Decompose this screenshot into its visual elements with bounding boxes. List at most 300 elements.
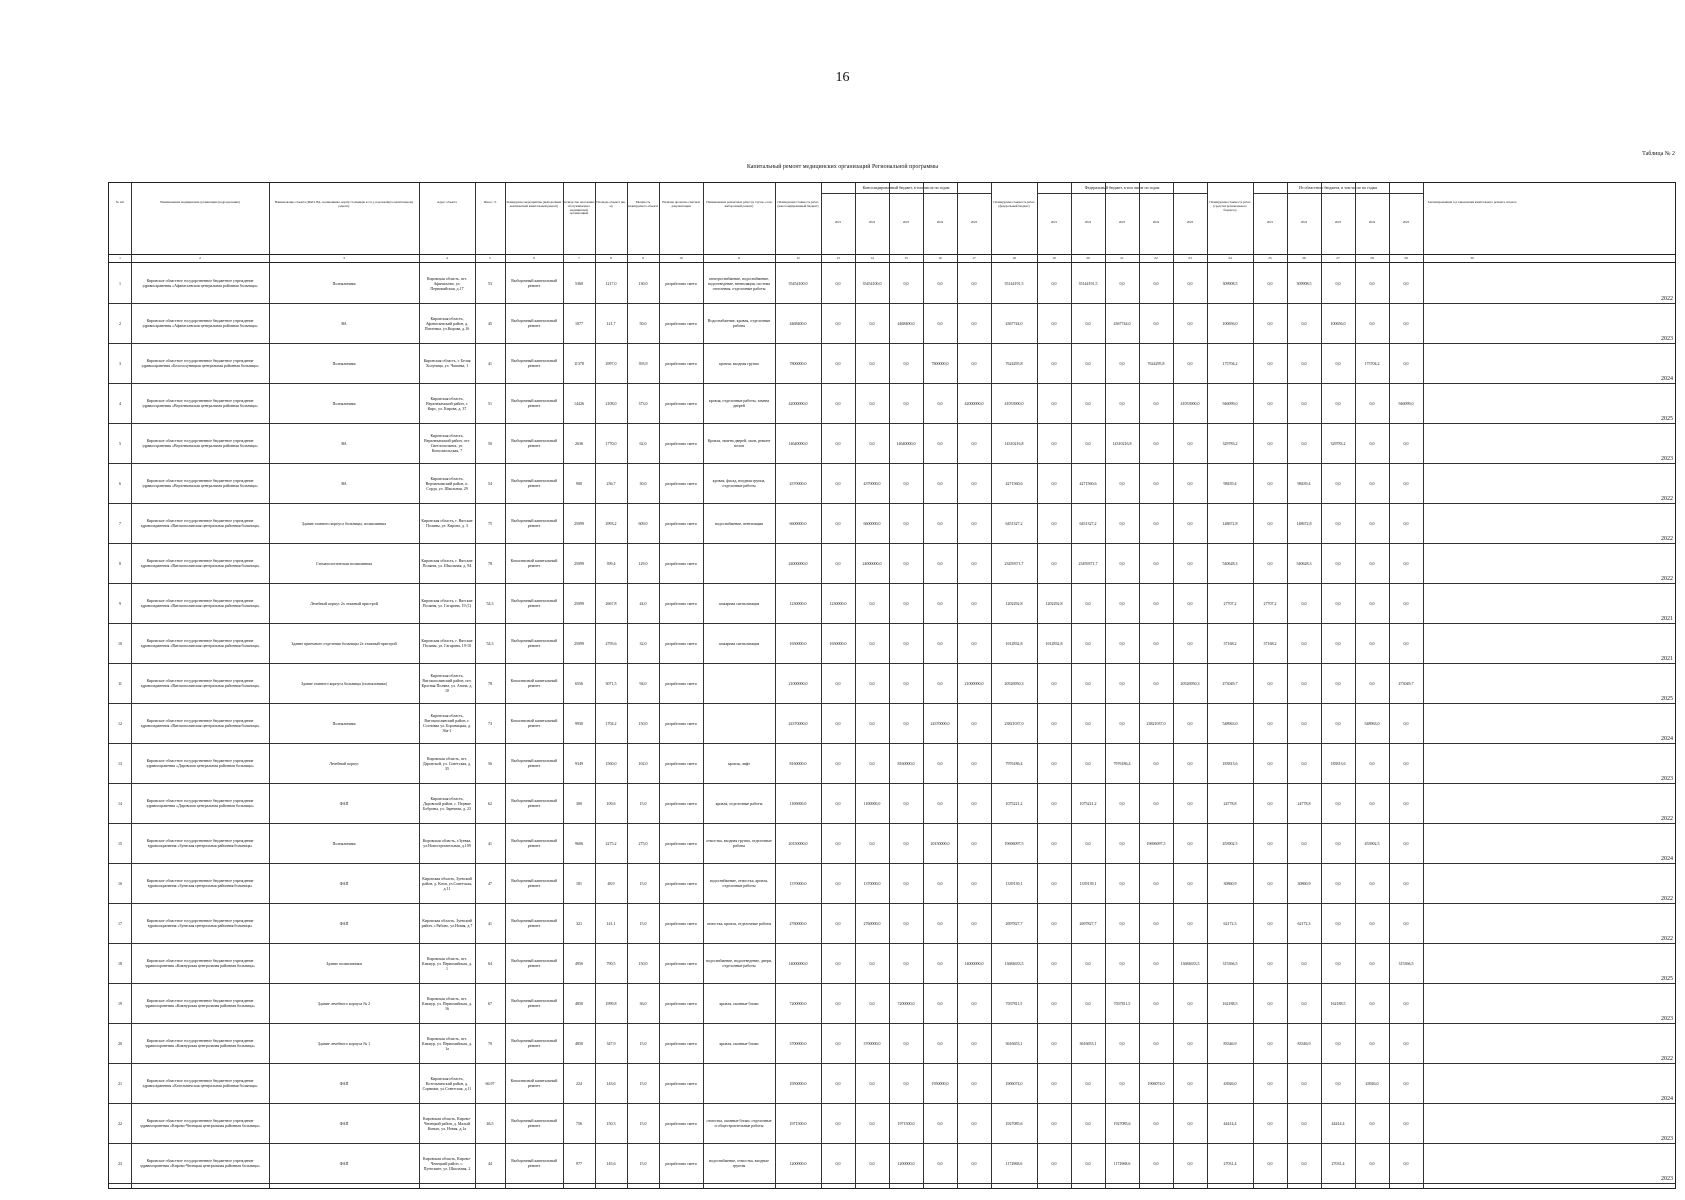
consolidated-value: 0,0 [835,880,841,886]
regional-value: 62172,3 [1297,920,1311,926]
header-year: 2025 [1402,221,1410,224]
works-list: пожарная сигнализация [718,640,760,646]
wear-percent: 70 [488,1040,492,1046]
repair-type: Выборочный капитальный ремонт [511,318,557,328]
row-number: 14 [118,800,122,806]
regional-value: 0,0 [1267,320,1273,326]
regional-value: 0,0 [1267,840,1273,846]
federal-value: 0,0 [1051,1040,1057,1046]
column-number: 19 [1052,256,1056,260]
capacity: 15,0 [639,1040,647,1046]
consolidated-value: 0,0 [835,520,841,526]
repair-type: Комплексный капитальный ремонт [510,718,558,728]
object-name: Поликлиника [332,360,356,366]
column-divider [563,183,564,1188]
regional-value: 175704,2 [1364,360,1380,366]
object-name: ВА [341,320,347,326]
consolidated-value: 0,0 [835,840,841,846]
federal-value: 0,0 [1085,640,1091,646]
regional-value: 148672,8 [1296,520,1312,526]
regional-value: 0,0 [1267,440,1273,446]
object-address: Кировская область, пгт. Кикнур, ул. Первомайская, д. 16 [422,995,472,1011]
estimate-status: разработана смета [665,480,697,486]
table-row [109,823,1675,864]
consolidated-value: 0,0 [937,320,943,326]
federal-value: 0,0 [1187,800,1193,806]
repair-type: Выборочный капитальный ремонт [511,918,557,928]
column-number: 22 [1154,256,1158,260]
regional-value: 0,0 [1403,320,1409,326]
completion-year: 2022 [1661,816,1673,822]
regional-value: 27031,4 [1223,1160,1237,1166]
regional-value: 83346,9 [1297,1040,1311,1046]
regional-value: 0,0 [1403,1080,1409,1086]
regional-value: 0,0 [1267,1080,1273,1086]
regional-value: 0,0 [1369,1160,1375,1166]
column-number: 27 [1336,256,1340,260]
regional-value: 0,0 [1335,640,1341,646]
column-divider [1253,183,1254,1188]
regional-value: 0,0 [1403,720,1409,726]
federal-value: 0,0 [1187,720,1193,726]
consolidated-value: 0,0 [903,560,909,566]
row-number: 1 [119,280,121,286]
population: 9606 [575,840,583,846]
column-number: 8 [610,256,612,260]
header-population: Количество населения, обслуживаемого медицинской организацией [563,201,595,216]
consolidated-value: 8160000,0 [897,760,915,766]
consolidated-value: 24370000,0 [788,720,808,726]
column-number: 17 [972,256,976,260]
table-row [109,943,1675,984]
estimate-status: разработана смета [665,1080,697,1086]
row-number: 2 [119,320,121,326]
object-name: ВА [341,480,347,486]
federal-value: 0,0 [1051,400,1057,406]
organization-name: Кировское областное государственное бюджетное учреждение здравоохранения «Кирово-Чепецкая центральная районная больница» [140,1158,260,1168]
consolidated-value: 0,0 [971,760,977,766]
estimate-status: разработана смета [665,600,697,606]
regional-value: 0,0 [1369,280,1375,286]
consolidated-value: 0,0 [869,360,875,366]
consolidated-value: 0,0 [903,800,909,806]
column-divider [269,183,270,1188]
regional-value: 0,0 [1301,1080,1307,1086]
header-org: Наименование медицинской организации (подразделения) [160,201,240,204]
row-number: 7 [119,520,121,526]
federal-value: 0,0 [1119,920,1125,926]
completion-year: 2023 [1661,1016,1673,1022]
regional-value: 329783,2 [1330,440,1346,446]
capacity: 62,0 [639,440,647,446]
population: 25099 [574,640,584,646]
consolidated-value: 0,0 [903,520,909,526]
regional-value: 0,0 [1403,520,1409,526]
capacity: 32,0 [639,640,647,646]
federal-value: 1927085,6 [1005,1120,1023,1126]
federal-value: 0,0 [1085,720,1091,726]
wear-percent: 45 [488,320,492,326]
column-number: 24 [1228,256,1232,260]
row-number: 10 [118,640,122,646]
table-row [109,743,1675,784]
column-divider [419,183,420,1188]
organization-name: Кировское областное государственное бюджетное учреждение здравоохранения «Зуевская центральная районная больница» [146,918,254,928]
regional-value: 0,0 [1267,560,1273,566]
federal-value: 0,0 [1085,320,1091,326]
column-divider [505,183,506,1188]
completion-year: 2022 [1661,576,1673,582]
federal-value: 13684633,5 [1004,960,1024,966]
regional-value: 83346,9 [1223,1040,1237,1046]
federal-value: 0,0 [1085,400,1091,406]
regional-value: 548963,0 [1222,720,1238,726]
regional-value: 0,0 [1267,400,1273,406]
object-address: Кировская область, Даровской район, с. Первые Бобровы, ул. Заречная, д. 23 [423,795,471,811]
regional-value: 0,0 [1369,1120,1375,1126]
federal-value: 0,0 [1153,520,1159,526]
consolidated-value: 0,0 [971,1080,977,1086]
consolidated-value: 35454100,0 [788,280,808,286]
column-number-row [109,254,1675,263]
table-row [109,463,1675,504]
table-row [109,1023,1675,1064]
works-list [703,1063,775,1103]
capacity: 94,0 [639,680,647,686]
federal-value: 4271560,6 [1079,480,1097,486]
federal-value: 0,0 [1153,600,1159,606]
federal-value: 1172968,6 [1113,1160,1131,1166]
completion-year: 2025 [1661,976,1673,982]
header-group-divider [1253,193,1423,194]
organization-name: Кировское областное государственное бюджетное учреждение здравоохранения «Афанасьевская центральная районная больница» [142,278,258,288]
federal-value: 1906074,0 [1005,1080,1023,1086]
estimate-status: разработана смета [665,760,697,766]
row-number: 19 [118,1000,122,1006]
estimate-status: разработана смета [665,1160,697,1166]
federal-value: 20526950,3 [1180,680,1200,686]
federal-value: 0,0 [1119,640,1125,646]
federal-value: 0,0 [1153,320,1159,326]
repair-type: Выборочный капитальный ремонт [511,998,557,1008]
regional-value: 453902,5 [1222,840,1238,846]
federal-value: 7037811,5 [1005,1000,1023,1006]
consolidated-value: 0,0 [937,280,943,286]
repair-type: Выборочный капитальный ремонт [511,958,557,968]
object-address: Кировская область, г. Вятские Поляны, ул. Кирова, д. 3 [421,518,473,528]
object-name: ФАП [339,1160,349,1166]
federal-value: 0,0 [1051,520,1057,526]
regional-value: 473049,7 [1398,680,1414,686]
column-divider [595,183,596,1188]
consolidated-value: 0,0 [903,400,909,406]
wear-percent: 54 [488,480,492,486]
header-year: 2023 [1118,221,1126,224]
federal-value: 0,0 [1187,320,1193,326]
consolidated-value: 0,0 [869,440,875,446]
federal-value: 0,0 [1051,360,1057,366]
completion-year: 2022 [1661,296,1673,302]
organization-name: Кировское областное государственное бюджетное учреждение здравоохранения «Афанасьевская центральная районная больница» [142,318,258,328]
federal-value: 0,0 [1153,960,1159,966]
column-number: 1 [119,256,121,260]
column-number: 11 [737,256,741,260]
capacity: 36,0 [639,1000,647,1006]
consolidated-value: 0,0 [835,1120,841,1126]
table-header [109,183,1675,255]
consolidated-value: 0,0 [937,1160,943,1166]
estimate-status: разработана смета [665,640,697,646]
wear-percent: 44 [488,1160,492,1166]
header-num: № п/п [115,201,125,204]
row-number: 17 [118,920,122,926]
works-list: водоснабжение, водоотведение, двери, отделочные работы [706,958,772,968]
repair-type: Выборочный капитальный ремонт [511,1038,557,1048]
estimate-status: разработана смета [665,1040,697,1046]
population: 6556 [575,680,583,686]
regional-value: 100656,0 [1222,320,1238,326]
area: 1999,8 [605,1000,617,1006]
organization-name: Кировское областное государственное бюджетное учреждение здравоохранения «Даровская центральная районная больница» [146,758,254,768]
consolidated-value: 42000000,0 [964,400,984,406]
regional-value: 0,0 [1301,400,1307,406]
object-name: Стоматологическая поликлиника [315,560,373,566]
completion-year: 2024 [1661,376,1673,382]
consolidated-value: 0,0 [937,560,943,566]
consolidated-value: 6600000,0 [789,520,807,526]
works-list: кровля, лифт [727,760,751,766]
federal-value: 23459371,7 [1078,560,1098,566]
regional-value: 43926,0 [1223,1080,1237,1086]
federal-value: 0,0 [1119,840,1125,846]
completion-year: 2021 [1661,616,1673,622]
consolidated-value: 1230000,0 [789,600,807,606]
regional-value: 0,0 [1335,1080,1341,1086]
row-number: 16 [118,880,122,886]
column-divider [703,183,704,1188]
regional-value: 0,0 [1267,1120,1273,1126]
regional-value: 0,0 [1403,1120,1409,1126]
regional-value: 0,0 [1301,760,1307,766]
regional-value: 0,0 [1369,1040,1375,1046]
area: 2275,2 [605,840,617,846]
federal-value: 7976186,4 [1005,760,1023,766]
object-address: Кировская область, пгт. Афанасьево, ул. Первомайская, д.17 [426,275,468,291]
federal-value: 0,0 [1187,1080,1193,1086]
population: 5360 [575,280,583,286]
consolidated-value: 0,0 [937,960,943,966]
federal-value: 0,0 [1187,760,1193,766]
column-divider [659,183,660,1188]
federal-value: 0,0 [1051,1160,1057,1166]
consolidated-value: 0,0 [937,400,943,406]
header-works: Наименование ремонтных работ (в случае, если выборочный ремонт) [706,201,772,208]
estimate-status: разработана смета [665,520,697,526]
federal-value: 14310216,8 [1112,440,1132,446]
consolidated-value: 0,0 [835,1160,841,1166]
capacity: 129,0 [638,560,648,566]
federal-value: 0,0 [1051,920,1057,926]
works-list [703,703,775,743]
population: 4850 [575,1000,583,1006]
column-divider [855,183,856,1188]
object-address: Кировская область, Зуевский район, д. Кочи, ул.Советская, д.11 [422,875,472,891]
regional-value: 0,0 [1335,600,1341,606]
federal-value: 0,0 [1051,960,1057,966]
consolidated-value: 0,0 [835,760,841,766]
population: 224 [576,1080,582,1086]
federal-value: 4367744,0 [1113,320,1131,326]
federal-value: 41053900,0 [1180,400,1200,406]
consolidated-value: 1971500,0 [897,1120,915,1126]
column-number: 29 [1404,256,1408,260]
object-address: Кировская область, Котельничский район, д. Сорвижи, ул.Советская, д.11 [422,1075,472,1091]
federal-value: 19696097,5 [1146,840,1166,846]
federal-value: 0,0 [1153,800,1159,806]
consolidated-value: 0,0 [903,880,909,886]
federal-value: 1202292,8 [1005,600,1023,606]
federal-value: 3616653,1 [1005,1040,1023,1046]
capacity: 102,0 [638,760,648,766]
column-divider [1037,183,1038,1188]
row-number: 8 [119,560,121,566]
works-list: пожарная сигнализация [718,600,760,606]
column-divider [821,183,822,1188]
row-number: 12 [118,720,122,726]
consolidated-value: 0,0 [937,1000,943,1006]
estimate-status: разработана смета [665,320,697,326]
table-row [109,383,1675,424]
works-list: водоснабжение, отмостка, входные группы [709,1158,769,1168]
area: 2108,0 [605,400,617,406]
row-number: 11 [118,680,122,686]
consolidated-value: 0,0 [971,440,977,446]
completion-year: 2022 [1661,496,1673,502]
capacity: 373,0 [638,400,648,406]
population: 300 [576,800,582,806]
object-address: Кировская область, пгт. Кикнур, ул. Первомайская, д. 1 [422,955,472,971]
repair-type: Выборочный капитальный ремонт [511,838,557,848]
regional-value: 0,0 [1335,400,1341,406]
consolidated-value: 0,0 [937,1040,943,1046]
column-divider [1423,183,1424,1188]
consolidated-value: 0,0 [971,880,977,886]
regional-value: 0,0 [1267,1000,1273,1006]
federal-value: 3616653,1 [1079,1040,1097,1046]
regional-value: 30860,9 [1223,880,1237,886]
estimate-status: разработана смета [665,1120,697,1126]
capacity: 30,0 [639,480,647,486]
consolidated-value: 4468400,0 [789,320,807,326]
regional-value: 0,0 [1335,840,1341,846]
consolidated-value: 0,0 [937,920,943,926]
header-total_cost: Планируемая стоимость работ (консолидированный бюджет) [777,201,819,208]
header-year: 2022 [868,221,876,224]
federal-value: 0,0 [1051,560,1057,566]
regional-value: 0,0 [1369,400,1375,406]
federal-value: 0,0 [1153,1040,1159,1046]
column-divider [627,183,628,1188]
consolidated-value: 0,0 [835,960,841,966]
wear-percent: 54,3 [486,600,494,606]
wear-percent: 78 [488,560,492,566]
organization-name: Кировское областное государственное бюджетное учреждение здравоохранения «Даровская центральная районная больница» [146,798,254,808]
federal-value: 0,0 [1085,440,1091,446]
consolidated-value: 1100000,0 [863,800,881,806]
regional-value: 175704,2 [1222,360,1238,366]
consolidated-value: 4370000,0 [789,480,807,486]
consolidated-value: 0,0 [903,840,909,846]
regional-value: 0,0 [1267,680,1273,686]
estimate-status: разработана смета [665,1000,697,1006]
area: 2997,0 [605,360,617,366]
wear-percent: 78 [488,680,492,686]
consolidated-value: 1370000,0 [863,880,881,886]
consolidated-value: 20150000,0 [788,840,808,846]
header-year: 2024 [936,221,944,224]
regional-value: 0,0 [1403,1160,1409,1166]
area: 1217,0 [605,280,617,286]
regional-value: 0,0 [1403,360,1409,366]
column-number: 30 [1470,256,1474,260]
consolidated-value: 0,0 [869,1000,875,1006]
consolidated-value: 0,0 [971,920,977,926]
regional-value: 0,0 [1369,800,1375,806]
table-row [109,1143,1675,1184]
column-divider [1389,183,1390,1188]
federal-value: 0,0 [1051,280,1057,286]
column-number: 28 [1370,256,1374,260]
regional-value: 0,0 [1403,480,1409,486]
row-number: 5 [119,440,121,446]
consolidated-value: 1200000,0 [897,1160,915,1166]
consolidated-value: 0,0 [869,400,875,406]
capacity: 15,0 [639,1160,647,1166]
object-address: Кировская область, пгт. Даровской, ул. Советская, д. 35 [422,755,472,771]
population: 756 [576,1120,582,1126]
organization-name: Кировское областное государственное бюджетное учреждение здравоохранения «Вятскополянская центральная районная больница» [140,718,260,728]
header-year: 2021 [1050,221,1058,224]
wear-percent: 47 [488,880,492,886]
regional-value: 44414,4 [1331,1120,1345,1126]
consolidated-value: 3700000,0 [863,1040,881,1046]
completion-year: 2022 [1661,536,1673,542]
consolidated-value: 0,0 [937,800,943,806]
completion-year: 2023 [1661,1136,1673,1142]
population: 4956 [575,960,583,966]
works-list [703,543,775,583]
population: 25099 [574,600,584,606]
wear-percent: 64 [488,960,492,966]
column-divider [775,183,776,1188]
table-row [109,783,1675,824]
works-list: кровля, отделочные работы, замена дверей [708,398,770,408]
regional-value: 162188,5 [1330,1000,1346,1006]
regional-value: 329783,2 [1222,440,1238,446]
consolidated-value: 0,0 [971,840,977,846]
consolidated-value: 0,0 [835,440,841,446]
consolidated-value: 0,0 [869,840,875,846]
table-row [109,1103,1675,1144]
consolidated-value: 0,0 [869,760,875,766]
federal-value: 1339139,1 [1005,880,1023,886]
capacity: 15,0 [639,920,647,926]
federal-value: 0,0 [1153,560,1159,566]
federal-value: 7624295,8 [1005,360,1023,366]
estimate-status: разработана смета [665,560,697,566]
column-divider [889,183,890,1188]
federal-value: 0,0 [1085,360,1091,366]
